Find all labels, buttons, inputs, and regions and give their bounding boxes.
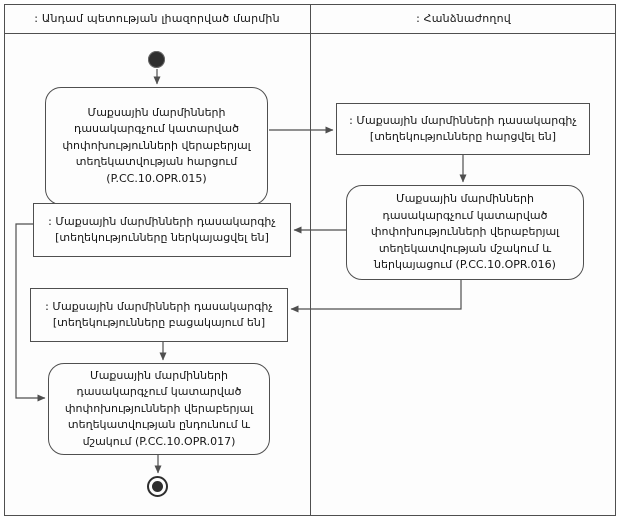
object-label: : Մաքսային մարմինների դասակարգիչ [տեղեկությունները ներկայացվել են] xyxy=(48,214,276,244)
object-label: : Մաքսային մարմինների դասակարգիչ [տեղեկությունները հարցվել են] xyxy=(349,113,577,143)
lane-header-authorized-body xyxy=(4,4,310,33)
lane-title-text: : Հանձնաժողով xyxy=(416,12,511,25)
object-classifier-info-absent xyxy=(30,288,288,342)
action-receive-and-process-info xyxy=(48,363,270,455)
swimlane-header-separator xyxy=(4,33,616,34)
object-classifier-info-presented xyxy=(33,203,291,257)
action-label: Մաքսային մարմինների դասակարգչում կատարված փոփոխությունների վերաբերյալ տեղեկատվության մշակում և ներկայացում (P.CC.10.OPR.016) xyxy=(370,192,560,272)
object-classifier-info-requested xyxy=(336,103,590,155)
object-label: : Մաքսային մարմինների դասակարգիչ [տեղեկությունները բացակայում են] xyxy=(45,299,273,329)
final-node-dot xyxy=(152,481,163,492)
initial-node xyxy=(148,51,165,68)
lane-title-text: : Անդամ պետության լիազորված մարմին xyxy=(34,12,280,25)
lane-header-commission xyxy=(311,4,616,33)
swimlane-divider xyxy=(310,4,311,516)
action-process-and-present-info xyxy=(346,185,584,280)
final-node xyxy=(147,476,168,497)
action-label: Մաքսային մարմինների դասակարգչում կատարված փոփոխությունների վերաբերյալ տեղեկատվության ընդունում և մշակում (P.CC.10.OPR.017) xyxy=(64,368,254,448)
action-label: Մաքսային մարմինների դասակարգչում կատարված փոփոխությունների վերաբերյալ տեղեկատվության հարցում (P.CC.10.OPR.015) xyxy=(62,105,251,185)
action-request-changes-info xyxy=(45,87,268,205)
